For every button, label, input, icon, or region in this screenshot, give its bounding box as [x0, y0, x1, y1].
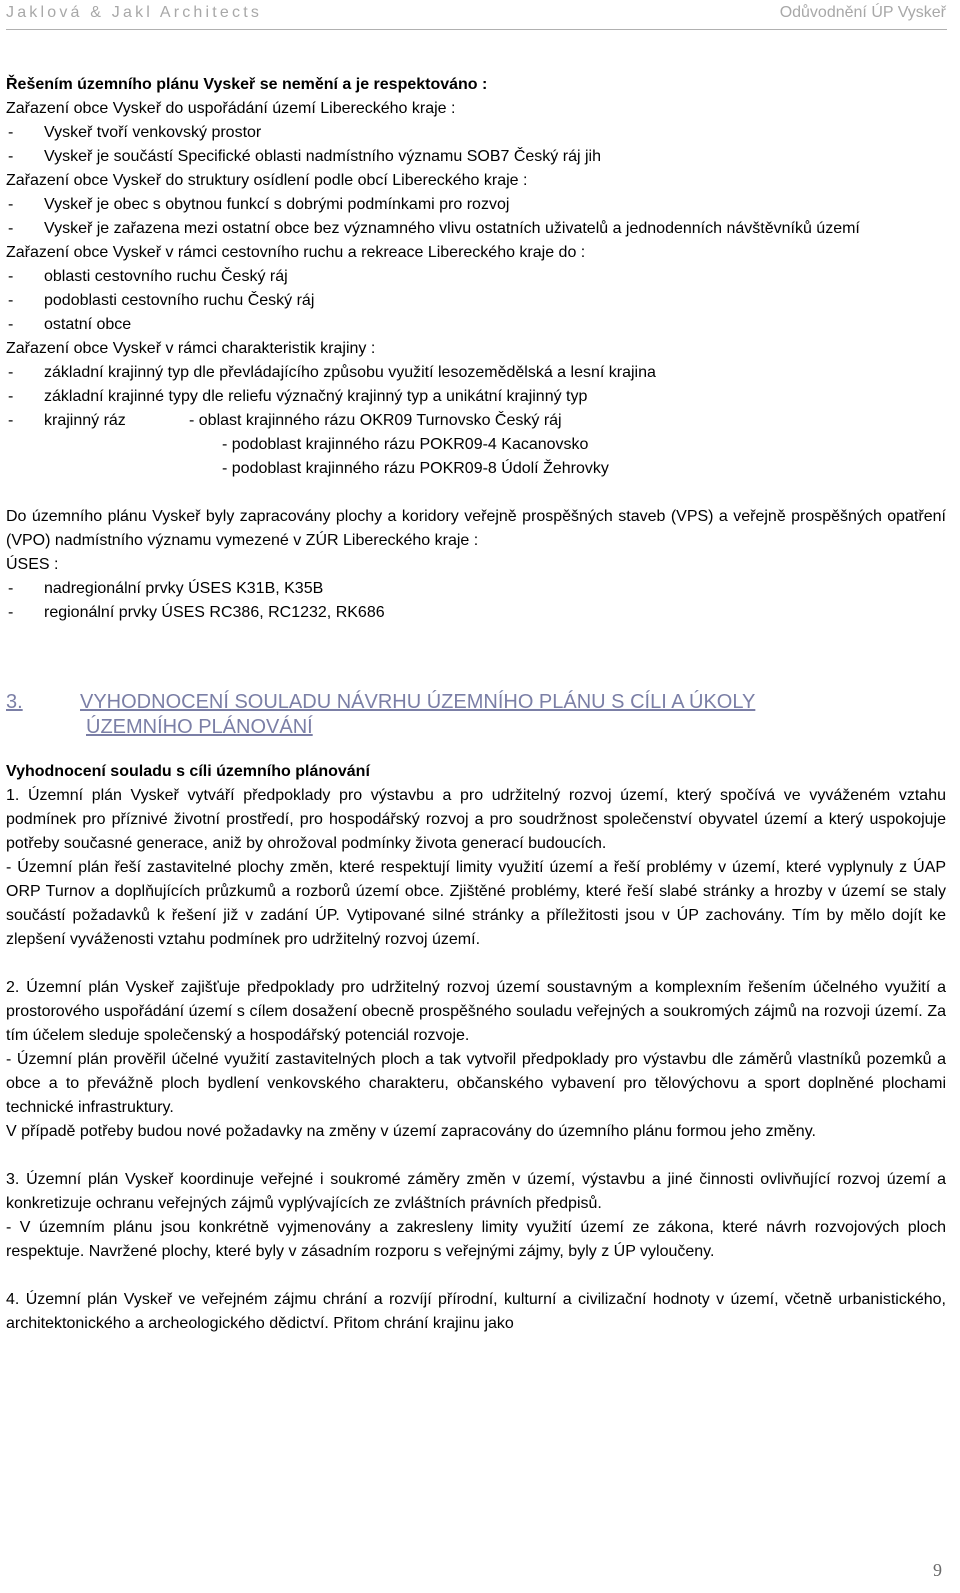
block1-line-4: Zařazení obce Vyskeř v rámci charakteristik krajiny :: [6, 340, 376, 357]
paragraph-3: 3. Územní plán Vyskeř koordinuje veřejné i soukromé záměry změn v území, výstavbu a jiné činnosti ovlivňující rozvoj území a konkretizuje ochranu veřejných zájmů vyplývajících ze zvláštních právních předpisů.: [6, 1171, 946, 1212]
paragraph-2c: V případě potřeby budou nové požadavky na změny v území zapracovány do územního plánu formou jeho změny.: [6, 1123, 816, 1140]
paragraph-1b: - Územní plán řeší zastavitelné plochy změn, které respektují limity využití území a řeší problémy v území, které vyplynuly z ÚAP ORP Turnov a doplňujících průzkumů a rozborů území obce. Zjištěné problémy, které řeší slabé stránky a hrozby v území se staly součástí požadavků k řešení již v zadání ÚP. Vytipované silné stránky a příležitosti jsou v ÚP zachovány. Tím by mělo dojít ke zlepšení vyváženosti vztahu podmínek pro udržitelný rozvoj území.: [6, 859, 946, 948]
section-heading-continued: ÚZEMNÍHO PLÁNOVÁNÍ: [86, 716, 313, 738]
paragraph-2: 2. Územní plán Vyskeř zajišťuje předpoklady pro udržitelný rozvoj území soustavným a komplexním řešením účelného využití a prostorového uspořádání území s cílem dosažení obecně prospěšného souladu veřejných a soukromých zájmů na rozvoji území. Za tím účelem sleduje společenský a hospodářský potenciál rozvoje.: [6, 979, 946, 1044]
list-item: - nadregionální prvky ÚSES K31B, K35B: [8, 580, 324, 597]
list-item: - oblasti cestovního ruchu Český ráj: [8, 268, 288, 285]
block1-line-3: Zařazení obce Vyskeř v rámci cestovního ruchu a rekreace Libereckého kraje do :: [6, 244, 586, 261]
header-company: Jaklová & Jakl Architects: [6, 4, 263, 21]
page-number: 9: [933, 1560, 942, 1580]
list-item: - Vyskeř je součástí Specifické oblasti nadmístního významu SOB7 Český ráj jih: [8, 148, 601, 165]
section-heading: 3. VYHODNOCENÍ SOULADU NÁVRHU ÚZEMNÍHO PLÁNU S CÍLI A ÚKOLY: [6, 691, 756, 713]
list-item: - Vyskeř tvoří venkovský prostor: [8, 124, 262, 141]
list-item: - Vyskeř je zařazena mezi ostatní obce bez významného vlivu ostatních uživatelů a jednodenních návštěvníků území: [8, 220, 860, 237]
list-item: - Vyskeř je obec s obytnou funkcí s dobrými podmínkami pro rozvoj: [8, 196, 510, 213]
page-header: [6, 4, 946, 26]
list-subitem: - podoblast krajinného rázu POKR09-8 Údolí Žehrovky: [222, 460, 609, 477]
document-body: [6, 73, 946, 1336]
paragraph-2b: - Územní plán prověřil účelné využití zastavitelných ploch a tak vytvořil předpoklady pro výstavbu dle záměrů vlastníků pozemků a obce a to převážně ploch bydlení venkovského charakteru, občanského vybavení pro tělovýchovu a sport doplněné plochami technické infrastruktury.: [6, 1051, 946, 1116]
list-item: - základní krajinné typy dle reliefu význačný krajinný typ a unikátní krajinný typ: [8, 388, 588, 405]
block1-title: Řešením územního plánu Vyskeř se nemění a je respektováno :: [6, 76, 488, 93]
block1-line-1: Zařazení obce Vyskeř do uspořádání území Libereckého kraje :: [6, 100, 456, 117]
list-item: - základní krajinný typ dle převládajícího způsobu využití lesozemědělská a lesní krajina: [8, 364, 656, 381]
paragraph-1: 1. Územní plán Vyskeř vytváří předpoklady pro výstavbu a pro udržitelný rozvoj území, který spočívá ve vyváženém vztahu podmínek pro příznivé životní prostředí, pro hospodářský rozvoj a pro soudržnost společenství obyvatel území a který uspokojuje potřeby současné generace, aniž by ohrožoval podmínky života generací budoucích.: [6, 787, 946, 852]
list-item: - ostatní obce: [8, 316, 132, 333]
section-subtitle: Vyhodnocení souladu s cíli územního plánování: [6, 763, 370, 780]
block2-intro: Do územního plánu Vyskeř byly zapracovány plochy a koridory veřejně prospěšných staveb (VPS) a veřejně prospěšných opatření (VPO) nadmístního významu vymezené v ZÚR Libereckého kraje :: [6, 508, 946, 549]
list-subitem: - podoblast krajinného rázu POKR09-4 Kacanovsko: [222, 436, 589, 453]
list-item: - krajinný ráz - oblast krajinného rázu OKR09 Turnovsko Český ráj: [8, 412, 562, 429]
block2-uses: ÚSES :: [6, 556, 59, 573]
paragraph-4: 4. Územní plán Vyskeř ve veřejném zájmu chrání a rozvíjí přírodní, kulturní a civilizační hodnoty v území, včetně urbanistického, architektonického a archeologického dědictví. Přitom chrání krajinu jako: [6, 1291, 946, 1332]
header-document-title: Odůvodnění ÚP Vyskeř: [779, 4, 946, 21]
header-divider: [6, 29, 947, 30]
list-item: - regionální prvky ÚSES RC386, RC1232, RK686: [8, 604, 385, 621]
list-item: - podoblasti cestovního ruchu Český ráj: [8, 292, 315, 309]
block1-line-2: Zařazení obce Vyskeř do struktury osídlení podle obcí Libereckého kraje :: [6, 172, 528, 189]
paragraph-3b: - V územním plánu jsou konkrétně vyjmenovány a zakresleny limity využití území ze zákona, které návrh rozvojových ploch respektuje. Navržené plochy, které byly v zásadním rozporu s veřejnými zájmy, byly z ÚP vyloučeny.: [6, 1219, 946, 1260]
